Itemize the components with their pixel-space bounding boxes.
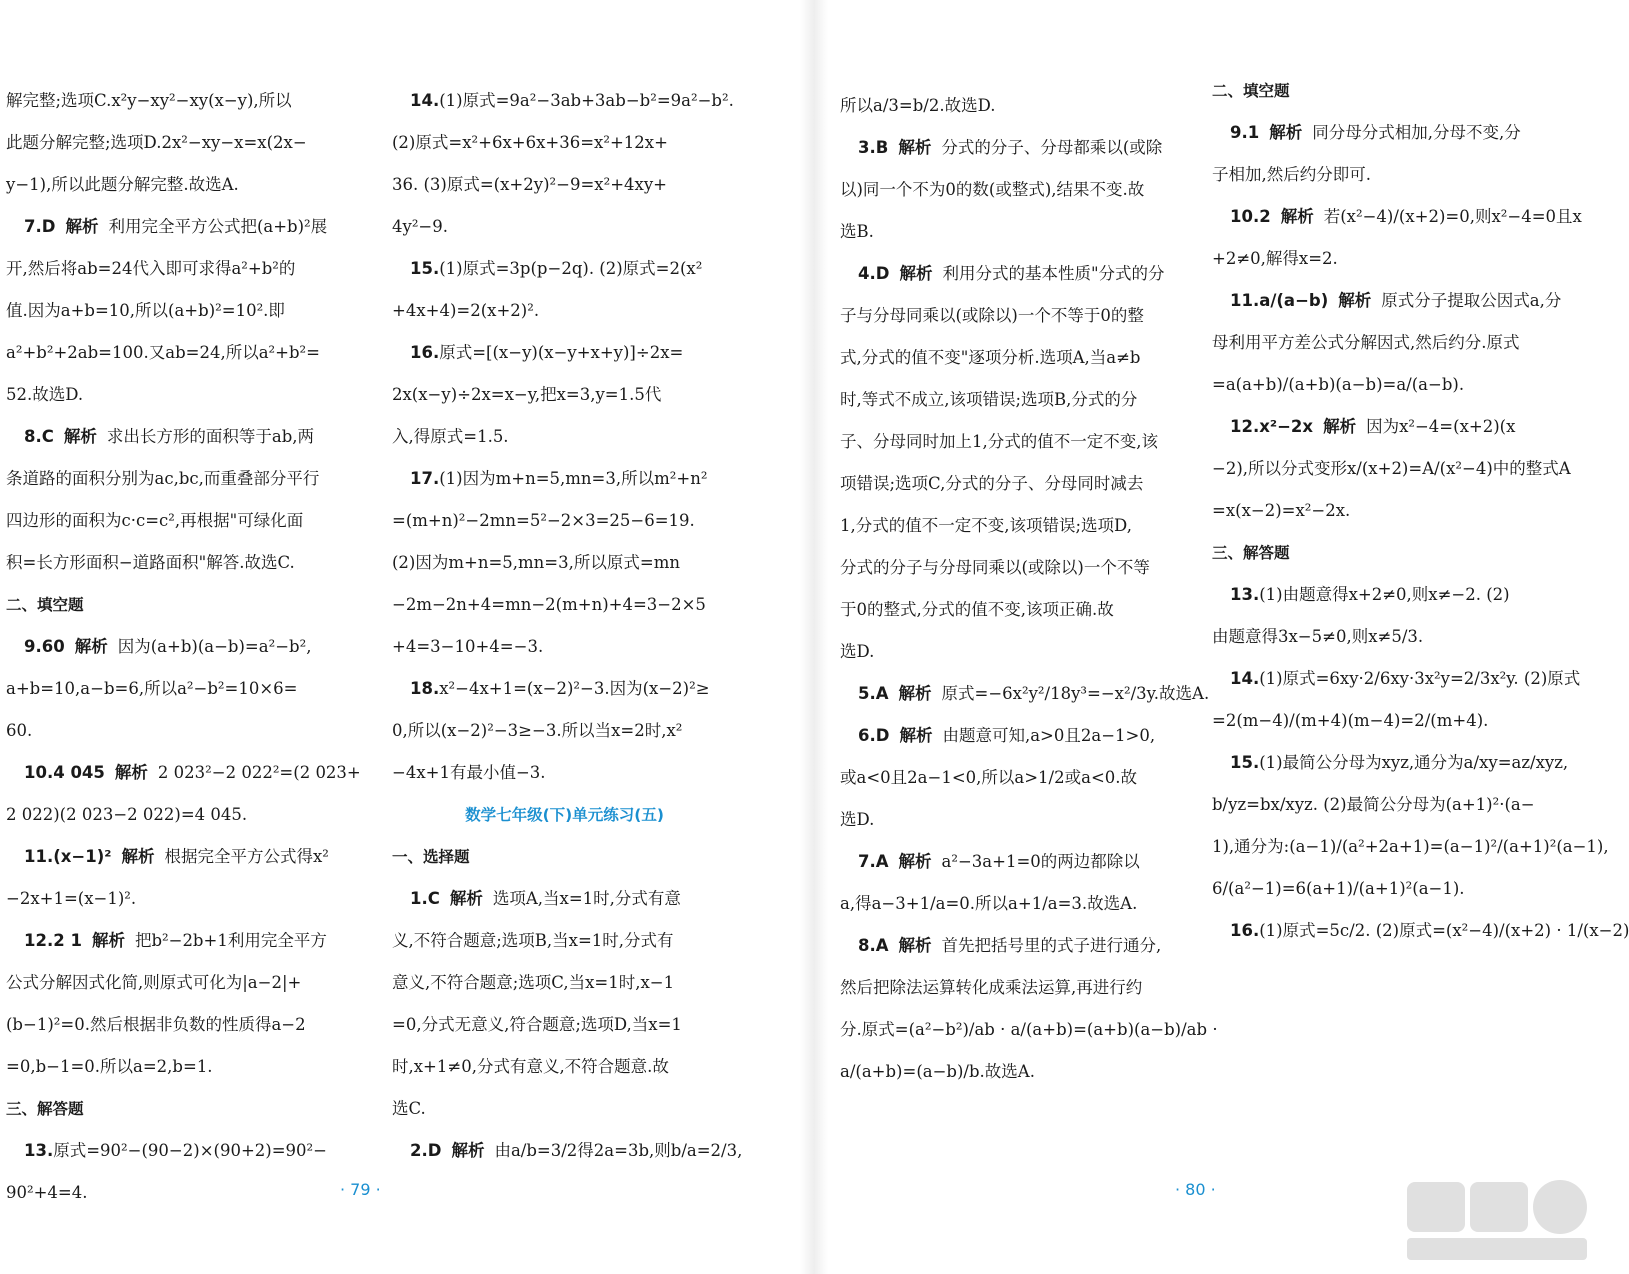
text-line	[6, 374, 356, 416]
line-text: −4x+1有最小值−3.	[392, 763, 546, 782]
answer-line	[1212, 658, 1582, 700]
right-page-column-2	[1212, 70, 1629, 952]
line-text: =0,分式无意义,符合题意;选项D,当x=1	[392, 1015, 682, 1034]
text-line	[6, 332, 356, 374]
line-text: 2 023²−2 022²=(2 023+	[157, 763, 361, 782]
analysis-label: 解析	[899, 264, 933, 283]
text-line	[840, 211, 1185, 253]
line-text: 选C.	[392, 1099, 426, 1118]
line-text: (2)因为m+n=5,mn=3,所以原式=mn	[392, 553, 680, 572]
line-text: (2)原式=x²+6x+6x+36=x²+12x+	[392, 133, 668, 152]
line-text: 选B.	[840, 222, 874, 241]
answer-line	[392, 332, 737, 374]
analysis-label: 解析	[1338, 291, 1372, 310]
text-line	[840, 547, 1185, 589]
line-text: 子、分母同时加上1,分式的值不一定不变,该	[840, 432, 1158, 451]
line-text: 因为x²−4=(x+2)(x	[1366, 417, 1516, 436]
text-line	[1212, 238, 1582, 280]
line-text: 子与分母同乘以(或除以)一个不等于0的整	[840, 306, 1144, 325]
text-line	[392, 206, 737, 248]
line-text: 原式=[(x−y)(x−y+x+y)]÷2x=	[439, 343, 684, 362]
book-spine-gutter	[800, 0, 828, 1274]
section-heading: 二、填空题	[1212, 82, 1290, 100]
line-text: (1)由题意得x+2≠0,则x≠−2. (2)	[1259, 585, 1510, 604]
line-text: 4y²−9.	[392, 217, 449, 236]
text-line	[840, 169, 1185, 211]
line-text: 若(x²−4)/(x+2)=0,则x²−4=0且x	[1323, 207, 1582, 226]
text-line	[6, 164, 356, 206]
line-text: 四边形的面积为c·c=c²,再根据"可绿化面	[6, 511, 304, 530]
line-text: 意义,不符合题意;选项C,当x=1时,x−1	[392, 973, 675, 992]
analysis-label: 解析	[898, 936, 932, 955]
answer-line	[1212, 196, 1582, 238]
text-line	[1212, 826, 1609, 868]
line-text: =a(a+b)/(a+b)(a−b)=a/(a−b).	[1212, 375, 1465, 394]
text-line	[6, 458, 356, 500]
page-number-right: · 80 ·	[1175, 1180, 1216, 1199]
line-text: a²−3a+1=0的两边都除以	[941, 852, 1140, 871]
text-line	[1212, 322, 1582, 364]
line-text: 公式分解因式化简,则原式可化为|a−2|+	[6, 973, 302, 992]
line-text: 此题分解完整;选项D.2x²−xy−x=x(2x−	[6, 133, 307, 152]
question-number: 13.	[1230, 585, 1260, 604]
line-text: 母利用平方差公式分解因式,然后约分.原式	[1212, 333, 1520, 352]
question-number: 9.60	[24, 637, 65, 656]
analysis-label: 解析	[1280, 207, 1314, 226]
text-line	[1212, 784, 1582, 826]
text-line	[392, 1088, 737, 1130]
text-line	[392, 920, 737, 962]
line-text: 分式的分子与分母同乘以(或除以)一个不等	[840, 558, 1150, 577]
line-text: 子相加,然后约分即可.	[1212, 165, 1371, 184]
analysis-label: 解析	[74, 637, 108, 656]
answer-line	[392, 878, 737, 920]
question-number: 18.	[410, 679, 440, 698]
question-number: 8.A	[858, 936, 889, 955]
text-line	[840, 505, 1185, 547]
line-text: −2m−2n+4=mn−2(m+n)+4=3−2×5	[392, 595, 706, 614]
section-heading: 一、选择题	[392, 848, 470, 866]
text-line	[392, 290, 737, 332]
line-text: 原式分子提取公因式a,分	[1381, 291, 1562, 310]
text-line	[1212, 868, 1582, 910]
line-text: =0,b−1=0.所以a=2,b=1.	[6, 1057, 213, 1076]
answer-line	[1212, 910, 1629, 952]
text-line	[392, 584, 737, 626]
line-text: 解完整;选项C.x²y−xy²−xy(x−y),所以	[6, 91, 292, 110]
line-text: 利用完全平方公式把(a+b)²展	[108, 217, 328, 236]
text-line	[6, 1046, 356, 1088]
line-text: 选D.	[840, 810, 875, 829]
answer-line	[840, 841, 1185, 883]
answer-line	[840, 673, 1210, 715]
question-number: 14.	[410, 91, 440, 110]
question-number: 14.	[1230, 669, 1260, 688]
text-line	[840, 967, 1185, 1009]
line-text: 开,然后将ab=24代入即可求得a²+b²的	[6, 259, 296, 278]
text-line	[1212, 154, 1582, 196]
line-text: −2x+1=(x−1)².	[6, 889, 137, 908]
answer-line	[840, 715, 1185, 757]
line-text: (1)原式=6xy·2/6xy·3x²y=2/3x²y. (2)原式	[1259, 669, 1581, 688]
text-line	[840, 589, 1185, 631]
right-page-column-1	[840, 85, 1218, 1093]
text-line	[6, 290, 356, 332]
text-line	[6, 500, 356, 542]
text-line	[1212, 364, 1582, 406]
text-line	[392, 710, 737, 752]
line-text: 首先把括号里的式子进行通分,	[941, 936, 1162, 955]
question-number: 12.2 1	[24, 931, 82, 950]
answer-line	[392, 80, 737, 122]
line-text: 然后把除法运算转化成乘法运算,再进行约	[840, 978, 1143, 997]
text-line	[840, 379, 1185, 421]
line-text: a/(a+b)=(a−b)/b.故选A.	[840, 1062, 1035, 1081]
text-line	[840, 85, 1185, 127]
line-text: b/yz=bx/xyz. (2)最简公分母为(a+1)²·(a−	[1212, 795, 1535, 814]
question-number: 6.D	[858, 726, 890, 745]
analysis-label: 解析	[899, 726, 933, 745]
text-line	[392, 416, 737, 458]
answer-line	[6, 752, 361, 794]
question-number: 7.A	[858, 852, 889, 871]
line-text: 于0的整式,分式的值不变,该项正确.故	[840, 600, 1114, 619]
question-number: 11.(x−1)²	[24, 847, 112, 866]
watermark-logo	[1402, 1176, 1592, 1266]
line-text: 分.原式=(a²−b²)/ab · a/(a+b)=(a+b)(a−b)/ab ·	[840, 1020, 1218, 1039]
line-text: (1)原式=3p(p−2q). (2)原式=2(x²	[439, 259, 703, 278]
line-text: 90²+4=4.	[6, 1183, 88, 1202]
line-text: 义,不符合题意;选项B,当x=1时,分式有	[392, 931, 674, 950]
answer-line	[1212, 742, 1582, 784]
answer-line	[6, 1130, 356, 1172]
page-number-left: · 79 ·	[340, 1180, 381, 1199]
text-line	[392, 374, 737, 416]
text-line	[392, 626, 737, 668]
line-text: −2),所以分式变形x/(x+2)=A/(x²−4)中的整式A	[1212, 459, 1571, 478]
line-text: 2 022)(2 023−2 022)=4 045.	[6, 805, 248, 824]
text-line	[840, 1051, 1185, 1093]
question-number: 7.D	[24, 217, 56, 236]
answer-line	[392, 1130, 743, 1172]
answer-line	[1212, 574, 1582, 616]
text-line	[1212, 616, 1582, 658]
line-text: =2(m−4)/(m+4)(m−4)=2/(m+4).	[1212, 711, 1489, 730]
analysis-label: 解析	[65, 217, 99, 236]
line-text: (1)原式=9a²−3ab+3ab−b²=9a²−b².	[439, 91, 734, 110]
line-text: 0,所以(x−2)²−3≥−3.所以当x=2时,x²	[392, 721, 683, 740]
left-page-column-2	[392, 80, 743, 1172]
answer-line	[392, 248, 737, 290]
answer-line	[840, 253, 1185, 295]
answer-line	[840, 925, 1185, 967]
section-heading: 三、解答题	[1212, 544, 1290, 562]
line-text: +2≠0,解得x=2.	[1212, 249, 1338, 268]
analysis-label: 解析	[91, 931, 125, 950]
text-line	[392, 122, 737, 164]
question-number: 13.	[24, 1141, 54, 1160]
analysis-label: 解析	[898, 684, 932, 703]
line-text: 因为(a+b)(a−b)=a²−b²,	[117, 637, 312, 656]
line-text: (1)最简公分母为xyz,通分为a/xy=az/xyz,	[1259, 753, 1569, 772]
answer-line	[1212, 406, 1582, 448]
line-text: 1,分式的值不一定不变,该项错误;选项D,	[840, 516, 1132, 535]
text-line	[392, 542, 737, 584]
answer-line	[6, 416, 356, 458]
text-line	[6, 878, 356, 920]
line-text: =x(x−2)=x²−2x.	[1212, 501, 1351, 520]
section-heading: 二、填空题	[6, 596, 84, 614]
text-line	[840, 337, 1185, 379]
line-text: 条道路的面积分别为ac,bc,而重叠部分平行	[6, 469, 320, 488]
text-line	[1212, 700, 1582, 742]
answer-line	[6, 920, 356, 962]
text-line	[840, 1009, 1218, 1051]
line-text: 同分母分式相加,分母不变,分	[1312, 123, 1521, 142]
line-text: 36. (3)原式=(x+2y)²−9=x²+4xy+	[392, 175, 667, 194]
unit-title: 数学七年级(下)单元练习(五)	[465, 806, 664, 824]
question-number: 10.4 045	[24, 763, 105, 782]
line-text: 原式=90²−(90−2)×(90+2)=90²−	[53, 1141, 327, 1160]
question-number: 4.D	[858, 264, 890, 283]
answer-line	[6, 206, 356, 248]
line-text: 52.故选D.	[6, 385, 84, 404]
line-text: 分式的分子、分母都乘以(或除	[941, 138, 1163, 157]
text-line	[840, 295, 1185, 337]
text-line	[392, 1046, 737, 1088]
text-line	[840, 463, 1185, 505]
text-line	[6, 710, 356, 752]
text-line	[392, 1004, 737, 1046]
text-line	[392, 500, 737, 542]
answer-line	[392, 668, 737, 710]
text-line	[6, 1004, 356, 1046]
analysis-label: 解析	[451, 1141, 485, 1160]
text-line	[392, 164, 737, 206]
line-text: 由题意得3x−5≠0,则x≠5/3.	[1212, 627, 1424, 646]
analysis-label: 解析	[1269, 123, 1303, 142]
line-text: a²+b²+2ab=100.又ab=24,所以a²+b²=	[6, 343, 320, 362]
question-number: 5.A	[858, 684, 889, 703]
line-text: 时,x+1≠0,分式有意义,不符合题意.故	[392, 1057, 669, 1076]
section-heading: 三、解答题	[6, 1100, 84, 1118]
line-text: +4=3−10+4=−3.	[392, 637, 544, 656]
question-number: 11.a/(a−b)	[1230, 291, 1329, 310]
line-text: 式,分式的值不变"逐项分析.选项A,当a≠b	[840, 348, 1141, 367]
analysis-label: 解析	[114, 763, 148, 782]
answer-line	[6, 836, 356, 878]
answer-line	[840, 127, 1185, 169]
line-text: 根据完全平方公式得x²	[164, 847, 329, 866]
text-line	[840, 421, 1185, 463]
analysis-label: 解析	[63, 427, 97, 446]
line-text: 入,得原式=1.5.	[392, 427, 509, 446]
text-line	[6, 248, 356, 290]
line-text: 所以a/3=b/2.故选D.	[840, 96, 996, 115]
question-number: 2.D	[410, 1141, 442, 1160]
line-text: 利用分式的基本性质"分式的分	[942, 264, 1165, 283]
question-number: 17.	[410, 469, 440, 488]
question-number: 9.1	[1230, 123, 1260, 142]
line-text: (1)因为m+n=5,mn=3,所以m²+n²	[439, 469, 708, 488]
line-text: 项错误;选项C,分式的分子、分母同时减去	[840, 474, 1144, 493]
answer-line	[6, 626, 356, 668]
text-line	[840, 883, 1185, 925]
text-line	[840, 799, 1185, 841]
analysis-label: 解析	[121, 847, 155, 866]
text-line	[6, 542, 356, 584]
line-text: y−1),所以此题分解完整.故选A.	[6, 175, 239, 194]
text-line	[1212, 448, 1582, 490]
analysis-label: 解析	[449, 889, 483, 908]
line-text: 1),通分为:(a−1)/(a²+2a+1)=(a−1)²/(a+1)²(a−1),	[1212, 837, 1609, 856]
line-text: 积=长方形面积−道路面积"解答.故选C.	[6, 553, 295, 572]
text-line	[840, 757, 1185, 799]
question-number: 16.	[1230, 921, 1260, 940]
line-text: 6/(a²−1)=6(a+1)/(a+1)²(a−1).	[1212, 879, 1465, 898]
text-line	[840, 631, 1185, 673]
line-text: 值.因为a+b=10,所以(a+b)²=10².即	[6, 301, 285, 320]
line-text: +4x+4)=2(x+2)².	[392, 301, 540, 320]
question-number: 15.	[410, 259, 440, 278]
text-line	[6, 1172, 356, 1214]
question-number: 10.2	[1230, 207, 1271, 226]
text-line	[6, 122, 356, 164]
line-text: 2x(x−y)÷2x=x−y,把x=3,y=1.5代	[392, 385, 662, 404]
question-number: 3.B	[858, 138, 889, 157]
line-text: 由题意可知,a>0且2a−1>0,	[942, 726, 1156, 745]
line-text: 由a/b=3/2得2a=3b,则b/a=2/3,	[494, 1141, 743, 1160]
text-line	[6, 668, 356, 710]
question-number: 16.	[410, 343, 440, 362]
line-text: 把b²−2b+1利用完全平方	[134, 931, 327, 950]
question-number: 15.	[1230, 753, 1260, 772]
text-line	[392, 752, 737, 794]
line-text: =(m+n)²−2mn=5²−2×3=25−6=19.	[392, 511, 695, 530]
text-line	[6, 962, 356, 1004]
line-text: 求出长方形的面积等于ab,两	[106, 427, 315, 446]
line-text: 选D.	[840, 642, 875, 661]
analysis-label: 解析	[898, 852, 932, 871]
line-text: 或a<0且2a−1<0,所以a>1/2或a<0.故	[840, 768, 1138, 787]
analysis-label: 解析	[898, 138, 932, 157]
text-line	[6, 794, 356, 836]
question-number: 12.x²−2x	[1230, 417, 1314, 436]
line-text: 选项A,当x=1时,分式有意	[492, 889, 681, 908]
answer-line	[1212, 280, 1582, 322]
line-text: a,得a−3+1/a=0.所以a+1/a=3.故选A.	[840, 894, 1138, 913]
text-line	[6, 80, 356, 122]
analysis-label: 解析	[1323, 417, 1357, 436]
line-text: 时,等式不成立,该项错误;选项B,分式的分	[840, 390, 1138, 409]
line-text: (b−1)²=0.然后根据非负数的性质得a−2	[6, 1015, 306, 1034]
line-text: 以)同一个不为0的数(或整式),结果不变.故	[840, 180, 1145, 199]
line-text: 原式=−6x²y²/18y³=−x²/3y.故选A.	[941, 684, 1210, 703]
text-line	[392, 962, 737, 1004]
line-text: (1)原式=5c/2. (2)原式=(x²−4)/(x+2) · 1/(x−2)	[1259, 921, 1629, 940]
line-text: x²−4x+1=(x−2)²−3.因为(x−2)²≥	[439, 679, 710, 698]
answer-line	[392, 458, 737, 500]
question-number: 8.C	[24, 427, 54, 446]
line-text: a+b=10,a−b=6,所以a²−b²=10×6=	[6, 679, 298, 698]
line-text: 60.	[6, 721, 33, 740]
question-number: 1.C	[410, 889, 440, 908]
text-line	[1212, 490, 1582, 532]
answer-line	[1212, 112, 1582, 154]
